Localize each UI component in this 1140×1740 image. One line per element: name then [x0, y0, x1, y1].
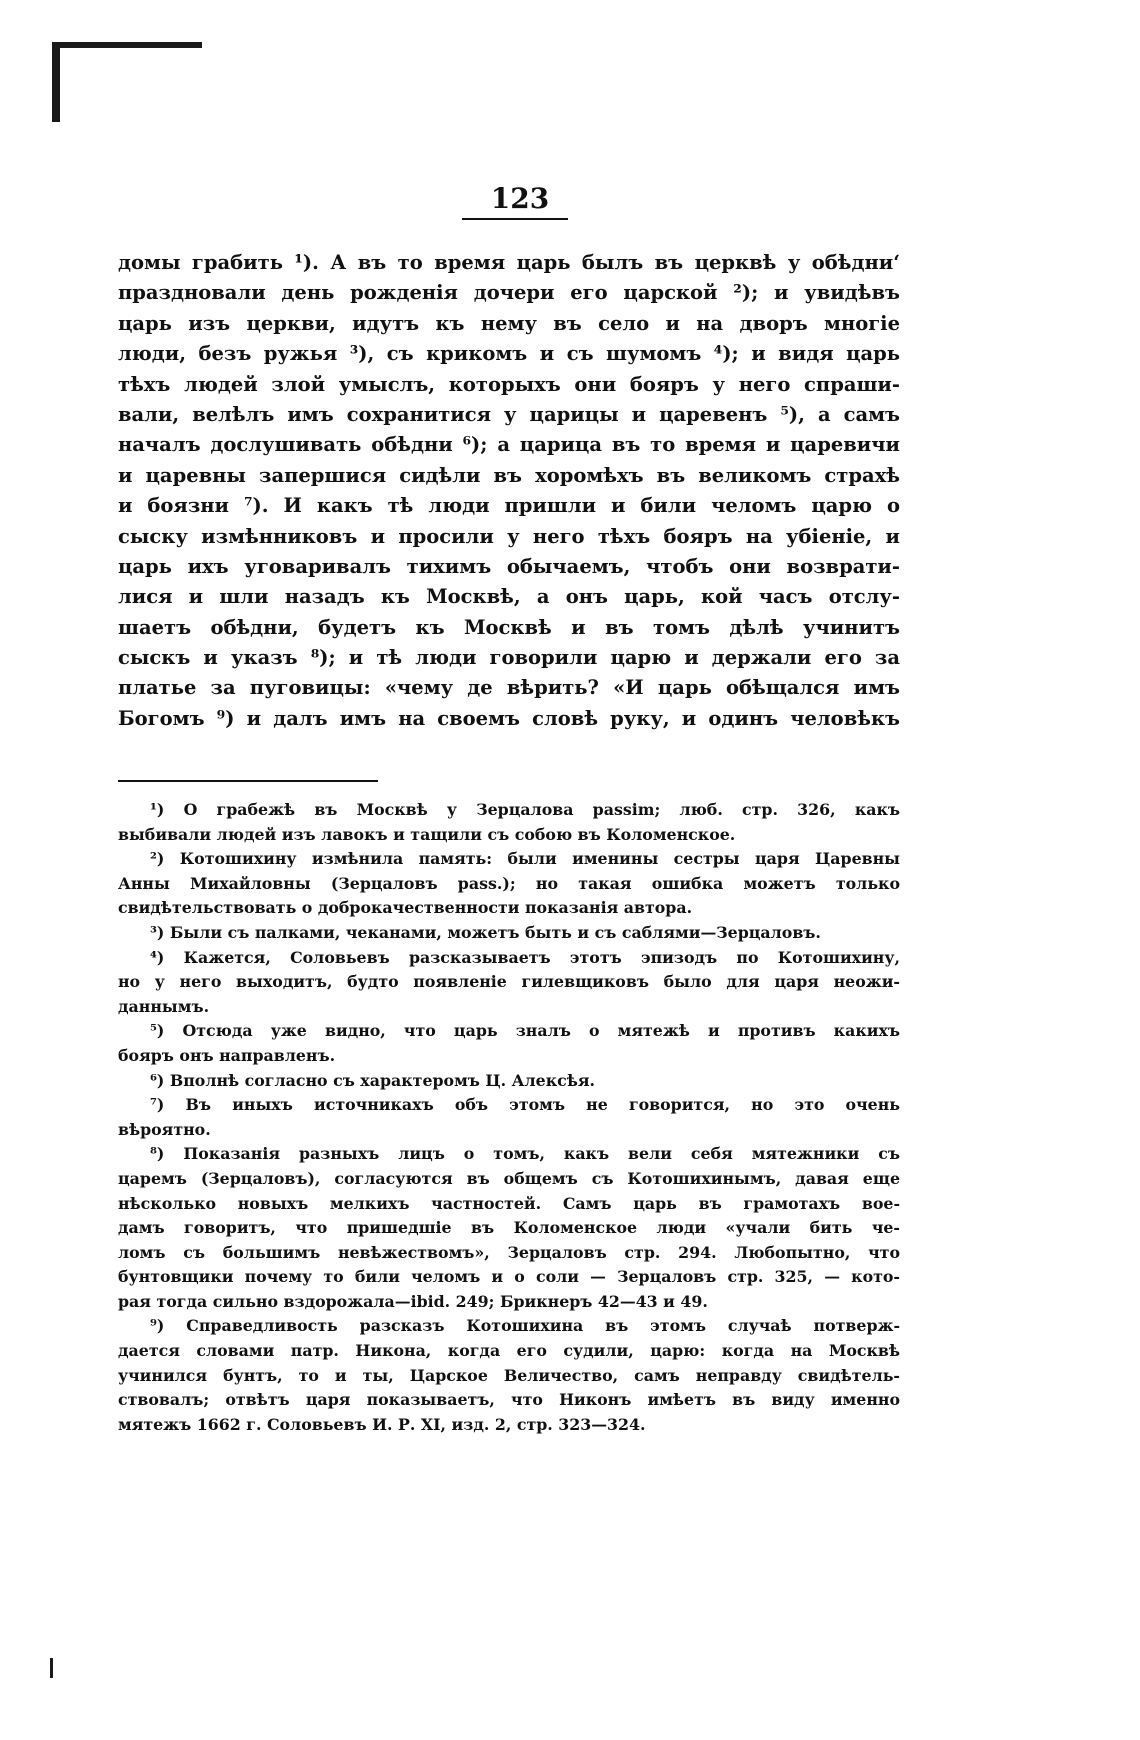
footnote-line: рая тогда сильно вздорожала—ibid. 249; Брикнеръ 42—43 и 49. [118, 1291, 708, 1311]
footnote-line: вѣроятно. [118, 1119, 211, 1139]
footnote-line: ⁴) Кажется, Соловьевъ разсказываетъ этотъ эпизодъ по Котошихину, [150, 947, 900, 967]
footnote-1 [118, 798, 900, 847]
footnote-line: даннымъ. [118, 996, 210, 1016]
body-line: царь ихъ уговаривалъ тихимъ обычаемъ, чтобъ они возврати- [118, 554, 900, 578]
footnote-2 [118, 847, 900, 921]
footnote-line: ⁶) Вполнѣ согласно съ характеромъ Ц. Алексѣя. [150, 1070, 596, 1090]
footnote-line: ломъ съ большимъ невѣжествомъ», Зерцаловъ стр. 294. Любопытно, что [118, 1242, 900, 1262]
footnote-line: выбивали людей изъ лавокъ и тащили съ собою въ Коломенское. [118, 824, 736, 844]
footnote-line: дамъ говоритъ, что пришедшіе въ Коломенское люди «учали бить че- [118, 1218, 900, 1238]
page-number: 123 [490, 182, 550, 215]
footnote-line: но у него выходитъ, будто появленіе гилевщиковъ было для царя неожи- [118, 972, 900, 992]
body-line: лися и шли назадъ къ Москвѣ, а онъ царь, кой часъ отслу- [118, 585, 900, 609]
footnote-line: ствовалъ; отвѣтъ царя показываетъ, что Никонъ имѣетъ въ виду именно [118, 1390, 900, 1410]
footnote-8 [118, 1142, 900, 1314]
body-line: люди, безъ ружья ³), съ крикомъ и съ шумомъ ⁴); и видя царь [118, 342, 900, 366]
body-line: и боязни ⁷). И какъ тѣ люди пришли и били челомъ царю о [118, 494, 900, 518]
footnotes [118, 798, 900, 1437]
body-line: вали, велѣлъ имъ сохранитися у царицы и царевенъ ⁵), а самъ [118, 402, 900, 426]
body-line: платье за пуговицы: «чему де вѣрить? «И царь обѣщался имъ [118, 676, 900, 700]
scan-edge-mark-bottom [50, 1658, 53, 1678]
footnote-separator [118, 780, 378, 782]
scan-edge-mark [52, 42, 202, 48]
footnote-line: ³) Были съ палками, чеканами, можетъ быть и съ саблями—Зерцаловъ. [150, 922, 821, 942]
footnote-line: ¹) О грабежѣ въ Москвѣ у Зерцалова passim; люб. стр. 326, какъ [150, 800, 900, 819]
footnote-9 [118, 1314, 900, 1437]
footnote-line: ⁹) Справедливость разсказъ Котошихина въ этомъ случаѣ потверж- [150, 1316, 900, 1336]
footnote-4 [118, 946, 900, 1020]
footnote-line: нѣсколько новыхъ мелкихъ частностей. Самъ царь въ грамотахъ вое- [118, 1193, 900, 1213]
body-line: Богомъ ⁹) и далъ имъ на своемъ словѣ руку, и одинъ человѣкъ [118, 706, 900, 730]
footnote-5 [118, 1019, 900, 1068]
main-text [118, 248, 900, 734]
footnote-line: ⁸) Показанія разныхъ лицъ о томъ, какъ вели себя мятежники съ [150, 1144, 900, 1164]
body-line: праздновали день рожденія дочери его царской ²); и увидѣвъ [118, 281, 900, 305]
scan-edge-mark-vertical [52, 42, 60, 122]
footnote-line: бунтовщики почему то били челомъ и о соли — Зерцаловъ стр. 325, — кото- [118, 1267, 900, 1287]
body-line: началъ дослушивать обѣдни ⁶); а царица въ то время и царевичи [118, 433, 900, 457]
footnote-line: Анны Михайловны (Зерцаловъ pass.); но такая ошибка можетъ только [118, 873, 900, 893]
footnote-line: царемъ (Зерцаловъ), согласуются въ общемъ съ Котошихинымъ, давая еще [118, 1168, 900, 1188]
footnote-line: ²) Котошихину измѣнила память: были именины сестры царя Царевны [150, 849, 900, 869]
footnote-7 [118, 1093, 900, 1142]
footnote-6 [118, 1069, 900, 1094]
footnote-line: мятежъ 1662 г. Соловьевъ И. Р. XI, изд. 2, стр. 323—324. [118, 1414, 646, 1434]
footnote-line: ⁵) Отсюда уже видно, что царь зналъ о мятежѣ и противъ какихъ [150, 1021, 900, 1041]
body-line: царь изъ церкви, идутъ къ нему въ село и на дворъ многіе [118, 311, 900, 335]
footnote-line: учинился бунтъ, то и ты, Царское Величество, самъ неправду свидѣтель- [118, 1365, 900, 1385]
body-line: домы грабить ¹). А въ то время царь былъ въ церквѣ у обѣдни‘ [118, 251, 900, 274]
footnote-line: дается словами патр. Никона, когда его судили, царю: когда на Москвѣ [118, 1341, 900, 1361]
body-line: сыскъ и указъ ⁸); и тѣ люди говорили царю и держали его за [118, 646, 900, 670]
body-line: тѣхъ людей злой умыслъ, которыхъ они бояръ у него спраши- [118, 372, 900, 396]
footnote-3 [118, 921, 900, 946]
footnote-line: свидѣтельствовать о доброкачественности показанія автора. [118, 898, 693, 918]
page-number-rule [462, 218, 568, 220]
footnote-line: ⁷) Въ иныхъ источникахъ объ этомъ не говорится, но это очень [150, 1095, 900, 1115]
footnote-line: бояръ онъ направленъ. [118, 1045, 336, 1065]
body-line: сыску измѣнниковъ и просили у него тѣхъ бояръ на убіеніе, и [118, 524, 900, 548]
body-line: шаетъ обѣдни, будетъ къ Москвѣ и въ томъ дѣлѣ учинитъ [118, 615, 900, 639]
body-line: и царевны запершися сидѣли въ хоромѣхъ въ великомъ страхѣ [118, 463, 900, 487]
